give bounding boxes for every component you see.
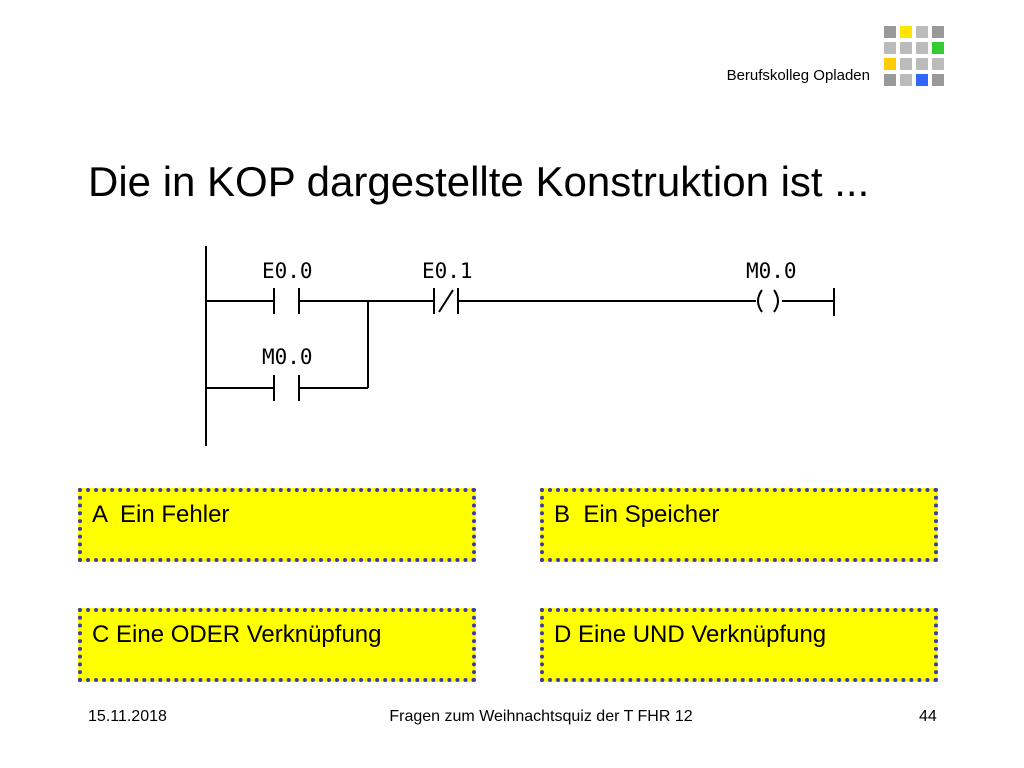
contact-e00-label: E0.0 (262, 259, 313, 283)
page-number: 44 (919, 708, 937, 725)
ladder-diagram (196, 240, 856, 456)
contact-m00-label: M0.0 (262, 345, 313, 369)
logo-square (932, 26, 944, 38)
contact-e01-label: E0.1 (422, 259, 473, 283)
logo-square (884, 58, 896, 70)
footer-date: 15.11.2018 (88, 708, 167, 725)
answer-d-label: D Eine UND Verknüpfung (554, 621, 827, 648)
logo-square (884, 26, 896, 38)
logo-square (900, 58, 912, 70)
logo-square (932, 58, 944, 70)
answer-a-label: A Ein Fehler (92, 501, 230, 528)
coil-m00-label: M0.0 (746, 259, 797, 283)
logo-square (932, 42, 944, 54)
footer-title: Fragen zum Weihnachtsquiz der T FHR 12 (389, 708, 693, 725)
logo-square (916, 26, 928, 38)
logo-square (900, 42, 912, 54)
slide-title: Die in KOP dargestellte Konstruktion ist ... (88, 158, 870, 205)
answer-c-label: C Eine ODER Verknüpfung (92, 621, 382, 648)
coil-m00-symbol (758, 290, 778, 312)
logo-square (884, 74, 896, 86)
answer-b-button[interactable] (540, 488, 938, 562)
answer-a-button[interactable] (78, 488, 476, 562)
contact-e01-nc-symbol (434, 288, 458, 314)
answer-d-button[interactable] (540, 608, 938, 682)
school-logo (884, 26, 944, 86)
logo-square (916, 42, 928, 54)
logo-square (900, 26, 912, 38)
school-name: Berufskolleg Opladen (726, 67, 870, 84)
logo-square (884, 42, 896, 54)
logo-square (900, 74, 912, 86)
logo-square (916, 58, 928, 70)
answer-b-label: B Ein Speicher (554, 501, 720, 528)
logo-square (932, 74, 944, 86)
contact-e00-symbol (274, 288, 299, 314)
logo-square (916, 74, 928, 86)
answer-c-button[interactable] (78, 608, 476, 682)
contact-m00-symbol (274, 375, 299, 401)
